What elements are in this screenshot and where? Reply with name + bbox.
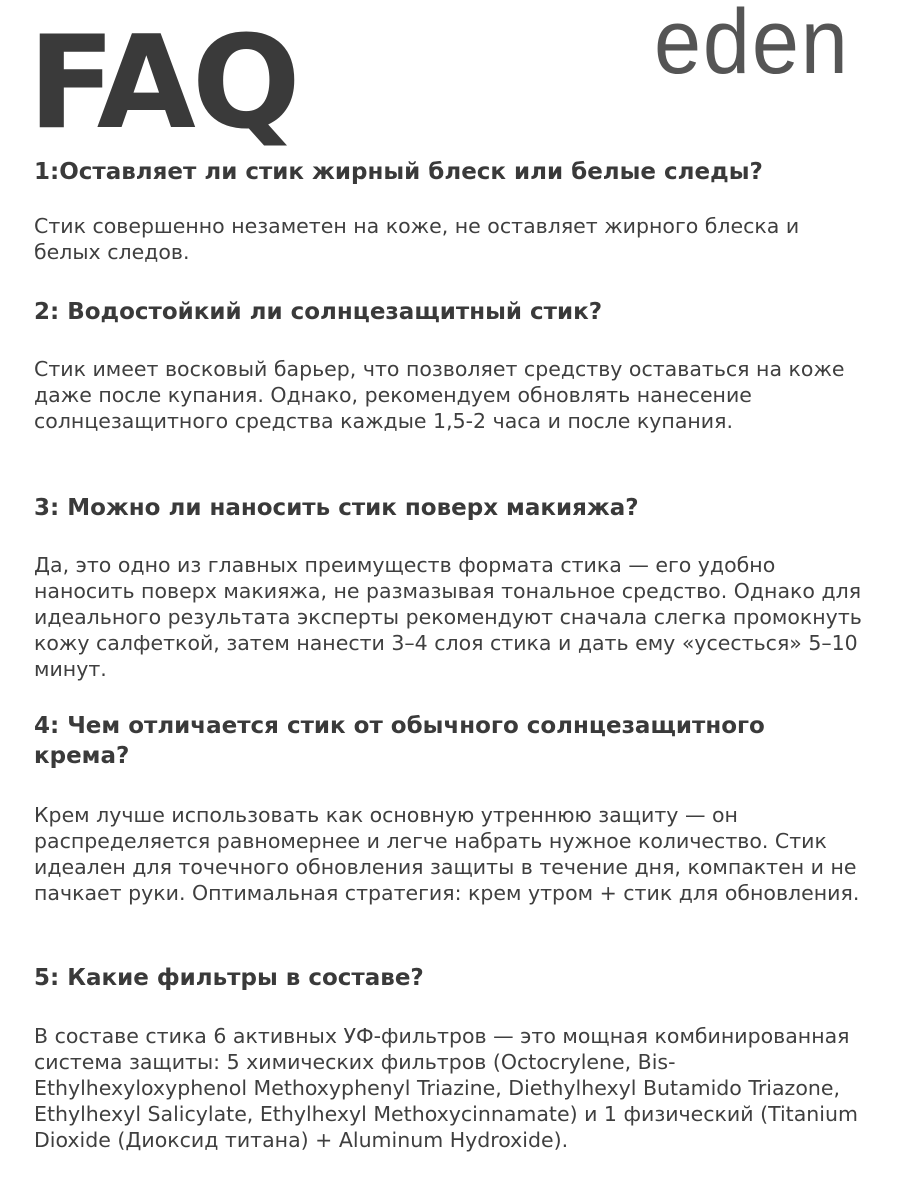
faq-question-5: 5: Какие фильтры в составе? bbox=[34, 965, 424, 991]
faq-question-1: 1:Оставляет ли стик жирный блеск или белые следы? bbox=[34, 159, 763, 185]
brand-logo: eden bbox=[654, 0, 850, 93]
faq-answer-2: Стик имеет восковый барьер, что позволяет средству оставаться на коже даже после купания. Однако, рекомендуем обновлять нанесение солнцезащитного средства каждые 1,5-2 часа и после купания. bbox=[34, 357, 845, 433]
faq-question-4: 4: Чем отличается стик от обычного солнцезащитного крема? bbox=[34, 713, 765, 769]
faq-answer-5: В составе стика 6 активных УФ-фильтров — это мощная комбинированная система защиты: 5 химических фильтров (Octocrylene, Bis-Ethylhexyloxyphenol Methoxyphenyl Triazine, Diethylhexyl Butamido Triazone, Ethylhexyl Salicylate, Ethylhexyl Methoxycinnamate) и 1 физический (Titanium Dioxide (Диоксид титана) + Aluminum Hydroxide). bbox=[34, 1024, 858, 1152]
faq-question-2: 2: Водостойкий ли солнцезащитный стик? bbox=[34, 299, 603, 325]
faq-answer-3: Да, это одно из главных преимуществ формата стика — его удобно наносить поверх макияжа, не размазывая тональное средство. Однако для идеального результата эксперты рекомендуют сначала слегка промокнуть кожу салфеткой, затем нанести 3–4 слоя стика и дать ему «усесться» 5–10 минут. bbox=[34, 553, 862, 681]
faq-answer-4: Крем лучше использовать как основную утреннюю защиту — он распределяется равномернее и легче набрать нужное количество. Стик идеален для точечного обновления защиты в течение дня, компактен и не пачкает руки. Оптимальная стратегия: крем утром + стик для обновления. bbox=[34, 803, 860, 905]
faq-answer-1: Стик совершенно незаметен на коже, не оставляет жирного блеска и белых следов. bbox=[34, 214, 800, 264]
page-title: FAQ bbox=[28, 9, 297, 158]
faq-question-3: 3: Можно ли наносить стик поверх макияжа? bbox=[34, 495, 639, 521]
